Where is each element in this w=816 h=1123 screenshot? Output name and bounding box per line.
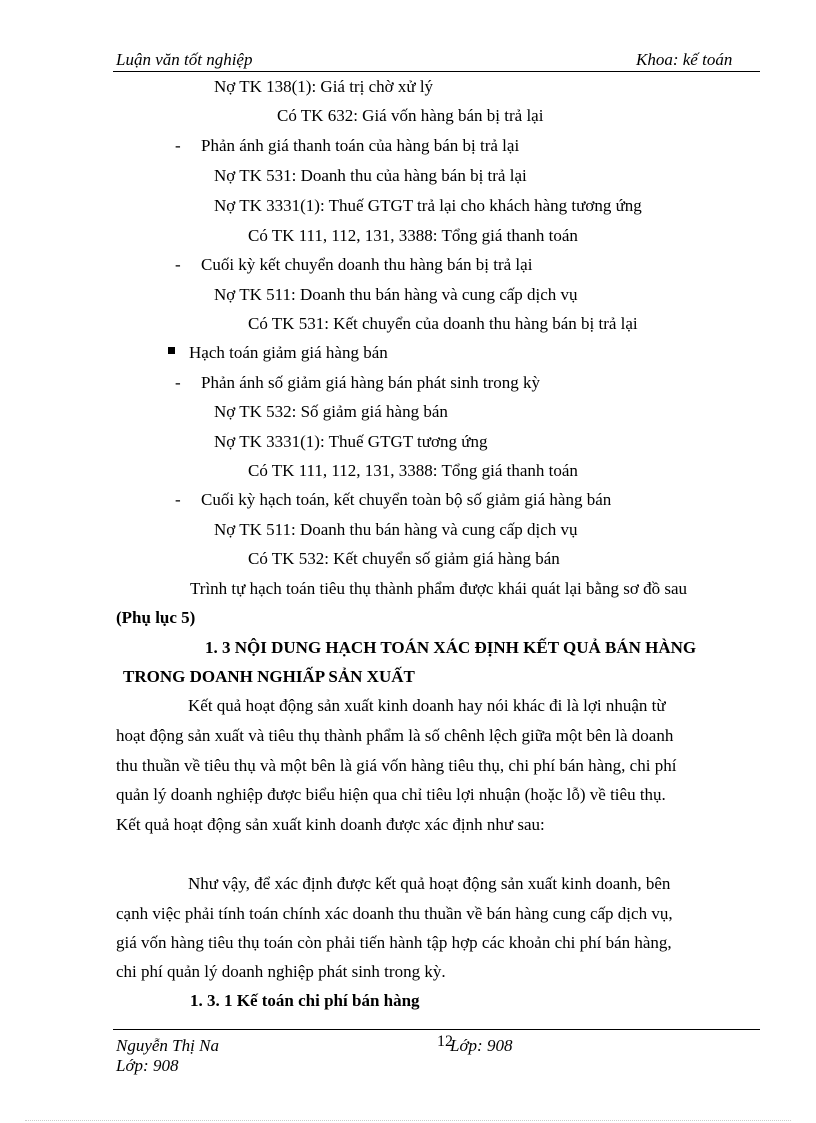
entry-line: Hạch toán giảm giá hàng bán xyxy=(189,343,388,362)
section-heading-cont: TRONG DOANH NGHIẤP SẢN XUẤT xyxy=(123,667,415,686)
footer-class-left: Lớp: 908 xyxy=(116,1056,179,1075)
bottom-dotted-border xyxy=(25,1120,791,1121)
entry-line: Có TK 532: Kết chuyển số giảm giá hàng bán xyxy=(248,549,560,568)
paragraph-line: chi phí quản lý doanh nghiệp phát sinh trong kỳ. xyxy=(116,962,446,981)
header-title: Luận văn tốt nghiệp xyxy=(116,50,253,69)
dash-bullet: - xyxy=(175,136,181,155)
paragraph-line: giá vốn hàng tiêu thụ toán còn phải tiến hành tập hợp các khoản chi phí bán hàng, xyxy=(116,933,672,952)
entry-line: Cuối kỳ kết chuyển doanh thu hàng bán bị trả lại xyxy=(201,255,533,274)
header-department: Khoa: kế toán xyxy=(636,50,733,69)
entry-line: Có TK 632: Giá vốn hàng bán bị trả lại xyxy=(277,106,544,125)
paragraph-line: cạnh việc phải tính toán chính xác doanh thu thuần về bán hàng cung cấp dịch vụ, xyxy=(116,904,673,923)
paragraph-line: quản lý doanh nghiệp được biểu hiện qua chỉ tiêu lợi nhuận (hoặc lỗ) về tiêu thụ. xyxy=(116,785,666,804)
page-number: 12 xyxy=(437,1033,453,1050)
paragraph-line: Như vậy, để xác định được kết quả hoạt động sản xuất kinh doanh, bên xyxy=(188,874,671,893)
dash-bullet: - xyxy=(175,373,181,392)
square-bullet-icon xyxy=(168,347,175,354)
paragraph-line: thu thuần về tiêu thụ và một bên là giá vốn hàng tiêu thụ, chi phí bán hàng, chi phí xyxy=(116,756,677,775)
entry-line: Có TK 111, 112, 131, 3388: Tổng giá thanh toán xyxy=(248,226,578,245)
entry-line: Nợ TK 511: Doanh thu bán hàng và cung cấp dịch vụ xyxy=(214,285,578,304)
entry-line: Nợ TK 3331(1): Thuế GTGT tương ứng xyxy=(214,432,488,451)
footer-class: Lớp: 908 xyxy=(450,1036,513,1055)
entry-line: Phản ánh giá thanh toán của hàng bán bị trả lại xyxy=(201,136,520,155)
entry-line: Nợ TK 3331(1): Thuế GTGT trả lại cho khách hàng tương ứng xyxy=(214,196,642,215)
footer-rule xyxy=(113,1029,760,1030)
intro-line: Trình tự hạch toán tiêu thụ thành phẩm được khái quát lại bằng sơ đồ sau xyxy=(190,579,688,598)
subsection-heading: 1. 3. 1 Kế toán chi phí bán hàng xyxy=(190,991,420,1010)
dash-bullet: - xyxy=(175,490,181,509)
section-heading: 1. 3 NỘI DUNG HẠCH TOÁN XÁC ĐỊNH KẾT QUẢ BÁN HÀNG xyxy=(205,638,697,657)
paragraph-line: hoạt động sản xuất và tiêu thụ thành phẩm là số chênh lệch giữa một bên là doanh xyxy=(116,726,674,745)
entry-line: Phản ánh số giảm giá hàng bán phát sinh trong kỳ xyxy=(201,373,541,392)
dash-bullet: - xyxy=(175,255,181,274)
appendix-ref: (Phụ lục 5) xyxy=(116,608,196,627)
entry-line: Nợ TK 138(1): Giá trị chờ xử lý xyxy=(214,77,434,96)
paragraph-line: Kết quả hoạt động sản xuất kinh doanh được xác định như sau: xyxy=(116,815,545,834)
paragraph-line: Kết quả hoạt động sản xuất kinh doanh hay nói khác đi là lợi nhuận từ xyxy=(188,696,666,715)
entry-line: Nợ TK 531: Doanh thu của hàng bán bị trả lại xyxy=(214,166,527,185)
entry-line: Có TK 531: Kết chuyển của doanh thu hàng bán bị trả lại xyxy=(248,314,638,333)
entry-line: Cuối kỳ hạch toán, kết chuyển toàn bộ số giảm giá hàng bán xyxy=(201,490,612,509)
entry-line: Nợ TK 511: Doanh thu bán hàng và cung cấp dịch vụ xyxy=(214,520,578,539)
entry-line: Nợ TK 532: Số giảm giá hàng bán xyxy=(214,402,448,421)
entry-line: Có TK 111, 112, 131, 3388: Tổng giá thanh toán xyxy=(248,461,578,480)
author-name: Nguyễn Thị Na xyxy=(116,1036,219,1055)
header-rule xyxy=(113,71,760,72)
